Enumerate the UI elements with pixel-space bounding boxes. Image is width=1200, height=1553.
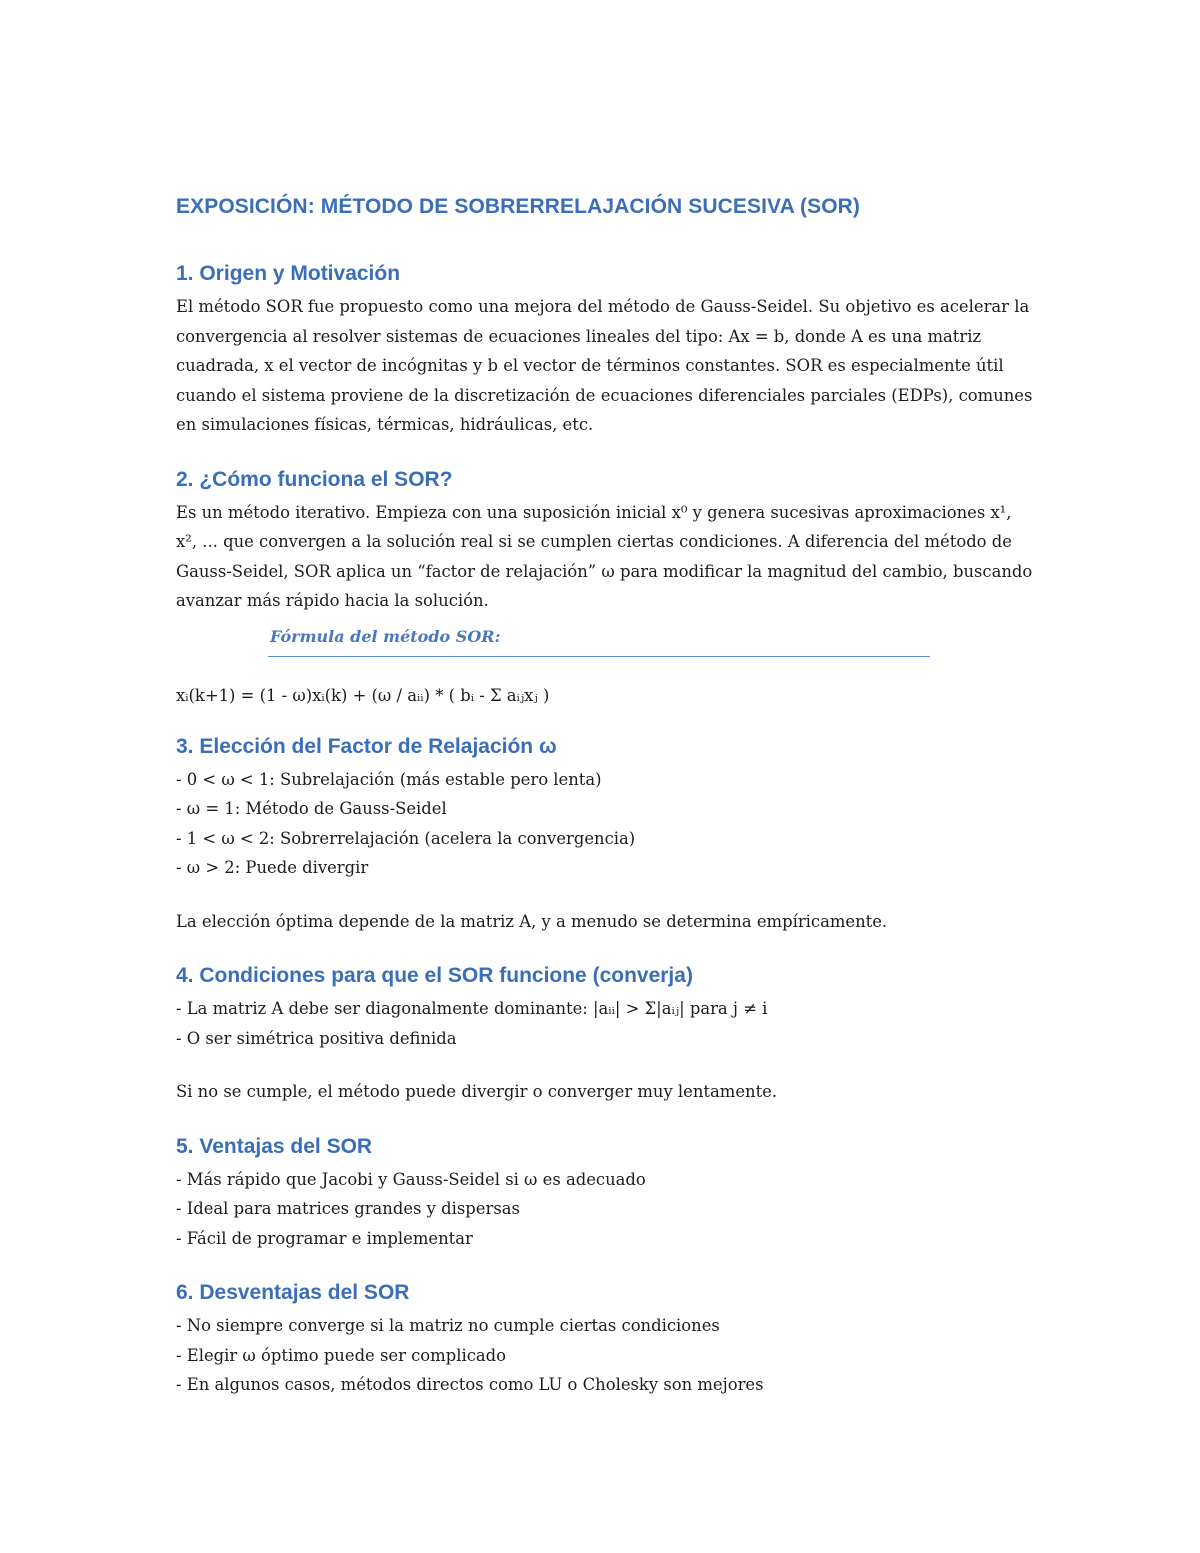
section-paragraph: Es un método iterativo. Empieza con una suposición inicial x⁰ y genera sucesivas aproximaciones x¹, x², ... que convergen a la solución real si se cumplen ciertas condiciones. A diferencia del método de Gauss-Seidel, SOR aplica un “factor de relajación” ω para modificar la magnitud del cambio, buscando avanzar más rápido hacia la solución.	[176, 502, 1033, 610]
section-heading: 2. ¿Cómo funciona el SOR?	[176, 467, 453, 491]
section-desventajas	[176, 1277, 1036, 1400]
section-heading: 6. Desventajas del SOR	[176, 1281, 410, 1304]
list-item: - Ideal para matrices grandes y dispersas	[176, 1199, 520, 1218]
section-note: La elección óptima depende de la matriz A, y a menudo se determina empíricamente.	[176, 911, 888, 931]
section-heading: 1. Origen y Motivación	[176, 262, 401, 285]
conditions-list	[176, 994, 1036, 1053]
advantages-list	[176, 1165, 1036, 1254]
list-item: - Fácil de programar e implementar	[176, 1228, 473, 1248]
formula-label: Fórmula del método SOR:	[270, 626, 501, 646]
list-item: - O ser simétrica positiva definida	[176, 1028, 457, 1048]
list-item: - 1 < ω < 2: Sobrerrelajación (acelera la convergencia)	[176, 828, 636, 848]
disadvantages-list	[176, 1311, 1036, 1400]
formula-divider	[268, 656, 930, 657]
section-factor-relajacion	[176, 731, 1036, 937]
document-title: EXPOSICIÓN: MÉTODO DE SOBRERRELAJACIÓN SUCESIVA (SOR)	[176, 195, 860, 218]
section-condiciones	[176, 960, 1036, 1107]
list-item: - ω = 1: Método de Gauss-Seidel	[176, 799, 447, 818]
sor-formula: xᵢ(k+1) = (1 - ω)xᵢ(k) + (ω / aᵢᵢ) * ( bᵢ - Σ aᵢⱼxⱼ )	[176, 685, 550, 705]
list-item: - Elegir ω óptimo puede ser complicado	[176, 1345, 507, 1365]
section-origen	[176, 258, 1036, 440]
list-item: - No siempre converge si la matriz no cumple ciertas condiciones	[176, 1316, 720, 1335]
section-heading: 3. Elección del Factor de Relajación ω	[176, 734, 557, 758]
section-paragraph: El método SOR fue propuesto como una mejora del método de Gauss-Seidel. Su objetivo es acelerar la convergencia al resolver sistemas de ecuaciones lineales del tipo: Ax = b, donde A es una matriz cuadrada, x el vector de incógnitas y b el vector de términos constantes. SOR es especialmente útil cuando el sistema proviene de la discretización de ecuaciones diferenciales parciales (EDPs), comunes en simulaciones físicas, térmicas, hidráulicas, etc.	[176, 297, 1033, 434]
list-item: - Más rápido que Jacobi y Gauss-Seidel si ω es adecuado	[176, 1169, 646, 1189]
section-heading: 5. Ventajas del SOR	[176, 1134, 373, 1158]
list-item: - La matriz A debe ser diagonalmente dominante: |aᵢᵢ| > Σ|aᵢⱼ| para j ≠ i	[176, 999, 768, 1018]
section-ventajas	[176, 1131, 1036, 1254]
section-como-funciona	[176, 464, 1036, 711]
list-item: - En algunos casos, métodos directos como LU o Cholesky son mejores	[176, 1375, 764, 1394]
list-item: - 0 < ω < 1: Subrelajación (más estable pero lenta)	[176, 769, 602, 789]
omega-range-list	[176, 765, 1036, 883]
list-item: - ω > 2: Puede divergir	[176, 858, 369, 877]
document-body	[176, 190, 1036, 1424]
section-note: Si no se cumple, el método puede divergir o converger muy lentamente.	[176, 1082, 778, 1101]
section-heading: 4. Condiciones para que el SOR funcione (converja)	[176, 964, 693, 987]
